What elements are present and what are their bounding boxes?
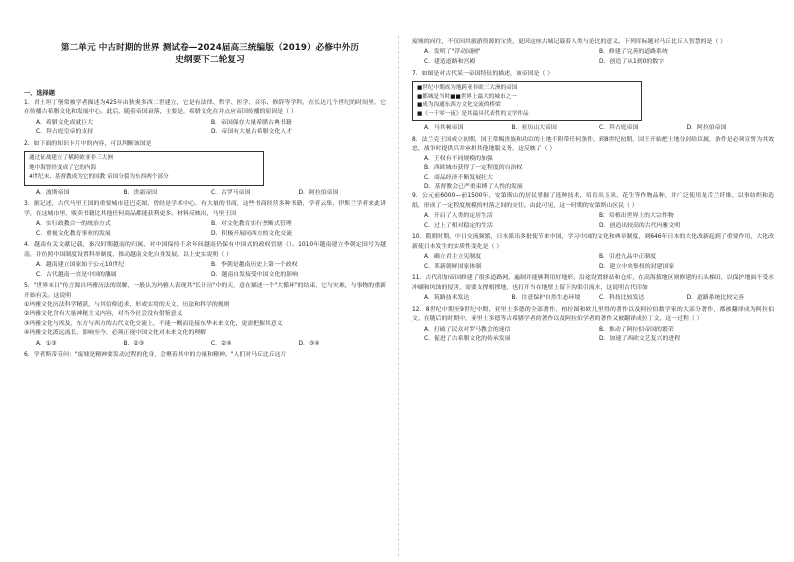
feature-line: ■都城是当时■■世界上最大的城市之一 (417, 93, 517, 100)
option[interactable]: B．②③ (123, 340, 144, 347)
question-4: 4．越南有关文献记载，秦汉时期越南的归属，对中国保持千余年间越南仍保有中国式的政权管辖（）。1010年越南建立李朝定国号为越南，并仿照中国制度设置科举制度，推动越南文化自身发展。以上史实说明（ ） (24, 242, 386, 258)
card-line: 4世纪末，基督教成为它的国教 帝国分裂为东西两个部分 (29, 174, 169, 181)
question-10-options (424, 253, 774, 272)
question-4-options (36, 261, 386, 280)
option[interactable]: C．科技比较发达 (599, 295, 645, 302)
question-5-options (36, 340, 386, 350)
question-6-options (424, 48, 774, 67)
question-1-options (36, 119, 386, 138)
feature-line: ■《一千零一夜》是其最具代表性的文学作品 (417, 110, 529, 117)
option[interactable]: C．②④ (211, 340, 232, 347)
card-line: 地中海曾经变成了它的内海 (29, 164, 97, 171)
right-column (412, 38, 774, 347)
option[interactable]: A．马其顿帝国 (424, 125, 464, 132)
option[interactable]: C．过上了相对稳定的生活 (424, 222, 493, 229)
question-7-options (424, 124, 774, 134)
card-line: 通过征战建立了横跨欧亚非三大洲 (29, 155, 113, 162)
question-6-continued: 废墟的向往，不仅因其旅游资源的宝贵，更因这座古城记载着人类与论比的意义。下列库标题对马丘比丘人智慧的是（ ） (412, 39, 727, 45)
option[interactable]: D．阿拉伯帝国 (298, 189, 339, 196)
option[interactable]: D．基督教会已严重束缚了人性的发展 (424, 184, 523, 190)
option[interactable]: A．王权有不同规模的加强 (424, 155, 493, 162)
question-1: 1．君士坦丁堡常被学者描述为425年由狄奥多西二世建立，它是有法律、哲学、医学、音乐、修辞等学科，在长达几个世纪的时间里，它在传播古希腊文化和发展中心。此后，随着帝国衰落，主要是，希腊文化在并点应帝国传播的原因是（ ） (24, 100, 386, 116)
option[interactable]: A．打破了民众对罗马教会的迷信 (424, 326, 511, 333)
option[interactable]: A．发明了"浮动园圃" (424, 49, 481, 56)
question-2-options (36, 189, 386, 199)
option[interactable]: D．帝国有大量古希腊文化人才 (211, 129, 293, 136)
question-8-options (424, 155, 774, 193)
option[interactable]: C．古罗马帝国 (211, 189, 251, 196)
option[interactable]: C．重视文化教育事业的发展 (36, 230, 111, 237)
option[interactable]: C．革新朝鲜国家体制 (424, 263, 482, 270)
question-12-options (424, 326, 774, 345)
option[interactable]: C．商品经济不断发展壮大 (424, 174, 493, 181)
option[interactable]: B．贵霜帝国 (123, 189, 157, 196)
option[interactable]: C．拜占庭皇帝的支持 (36, 129, 94, 136)
question-10: 10．隋朝时期，中日交流频繁，日本派出多批使节来中国，学习中国的文化和典章制度，到646年日本的大化改新起到了重要作用，大化改新使日本发生的实质性变化是（ ） (412, 234, 774, 250)
question-5: 5．"世界末日"传言源自玛雅历法的误解，一般认为玛雅人表现其"长计历"中的天，意在描述一个"大循环"的结束，它与灾难，与事物的重新开始有关。这说明 (24, 283, 386, 299)
option[interactable]: D．创造出较高的古代玛雅文明 (599, 222, 681, 229)
option[interactable]: C．建造道路和宫殿 (424, 59, 476, 65)
option[interactable]: C．促进了古希腊文化的传承发展 (424, 336, 511, 343)
option[interactable]: B．对文化教育实行垄断式管理 (211, 221, 292, 228)
option[interactable]: A．确立君主立宪制度 (424, 254, 482, 261)
option[interactable]: B．修建了完善的道路系统 (599, 49, 668, 56)
option[interactable]: D．道路系统比较完善 (686, 295, 745, 302)
option[interactable]: B．引进九品中正制度 (599, 254, 657, 261)
option[interactable]: A．实行政教合一的统治方式 (36, 221, 111, 228)
question-9: 9．公元前6000—前1500年，安第斯山的居民掌握了选种技术，培育出玉米、花生等作物品种，并广泛使用龙舌兰纤维、以事纺织和造纸，形成了一定程度规模的村落之间的交往。由此可见，这一时期的安第斯山区民（ ） (412, 193, 774, 209)
option[interactable]: B．推动了阿拉伯帝国的繁荣 (599, 326, 674, 333)
section-heading: 一、选择题 (24, 90, 55, 97)
statement: ②玛雅文化含有大量神秘主义内容，对当今社会没有借鉴意义 (24, 311, 183, 318)
option[interactable]: B．李朝是越南历史上第一个政权 (211, 262, 298, 269)
column-divider (398, 36, 399, 556)
question-7: 7．如图是对古代某一帝国特征的描述，该帝国是（ ） (412, 70, 554, 77)
option[interactable]: A．开启了人类的定居生活 (424, 213, 493, 220)
question-3-options (36, 220, 386, 239)
feature-line: ■成为沟通东西方文化交流的桥梁 (417, 102, 501, 109)
option[interactable]: D．阿拉伯帝国 (686, 125, 727, 132)
question-3: 3．据记述，古代马里王国的重要城市廷巴克图，曾经是学术中心，有大量的书商，这些书商经营多种书籍，学者云集，伊斯兰学者来此讲学，在这城市里，贩卖书籍比其他任何商品都能获利更多。材料反映出，马里王国 (24, 201, 386, 217)
question-5-statements (24, 301, 386, 339)
option[interactable]: B．西欧城市获得了一定程度的自治权 (424, 165, 523, 172)
option[interactable]: A．筑路技术发达 (424, 295, 470, 302)
option[interactable]: C．古代越南一直是中国的藩属 (36, 271, 117, 278)
option[interactable]: A．越南建立国家始于公元10世纪 (36, 262, 125, 269)
option[interactable]: C．拜占庭帝国 (599, 125, 639, 132)
statement: ①玛雅文化历法科学精湛，与其信仰追求，形成实用的天文、历法和科学的规则 (24, 302, 230, 309)
option[interactable]: A．希腊文化成就巨大 (36, 119, 94, 126)
left-column (24, 88, 386, 361)
option[interactable]: B．注意保护自然生态环境 (511, 295, 581, 302)
statement: ④玛雅文化派远流长，影响至今，必须正视中国文化对未来文化的理解 (24, 330, 206, 337)
option[interactable]: D．加速了西欧文艺复兴的进程 (599, 336, 681, 343)
question-8: 8．法兰克王国成立初期，国王常赐贵族和功臣的土地不附带任何条件。到8世纪初期，国王开始把土地分封给臣属，条件是必须宣誓为其效忠，战争时提供兵并承担其他地服义务，这反映了（ ） (412, 136, 774, 153)
question-11: 11．古代印加帝国修建了很多道路网，遍制并能够利用好地形，沿途设置驿站和仓库，在高海拔地区则修建的石头梯田，以保护地面不受水冲刷和风蚀的侵害，需要支撑相撑地，也打开当在地壁上留下沟渠引流水，这说明古代印加 (412, 275, 774, 291)
option[interactable]: D．积极开展同西方的文化交流 (211, 230, 293, 237)
question-12: 12．8世纪中期至9世纪中期，亚里士多德的全部著作、柏拉图和欧几里得的著作以及阿拉伯数学家的大部分著作，都被翻译成为阿拉伯文。在随后的时期中，亚里士多德等古希腊学者的著作以及阿拉伯学者的著作又被翻译成拉丁文，这一过程（ ） (412, 306, 774, 323)
empire-feature-box (412, 81, 642, 121)
option[interactable]: B．帝国保存大量希腊古典书籍 (211, 119, 292, 126)
question-2: 2．如下面的知识卡片中的内容，可以判断该国是 (24, 141, 152, 147)
option[interactable]: D．创造了从1到0的数字 (599, 59, 665, 65)
question-6: 6．学者斯蒂芬问："废墟是精神要发动过程的化身，会聚着其中的力量和精神。"人们对马丘比丘这片 (24, 352, 287, 359)
feature-line: ■世纪中期成为地跨亚非欧三大洲的帝国 (417, 85, 518, 91)
statement: ③玛雅文化与埃及、东方与西方的古代文化交流上，不能一概而论接东华未来文化，更需把握其意义 (24, 320, 283, 327)
option[interactable]: B．亚历山大帝国 (511, 125, 557, 132)
option[interactable]: A．①③ (36, 340, 57, 347)
knowledge-card (24, 151, 264, 185)
option[interactable]: D．建立中央集权的封建国家 (599, 263, 675, 270)
option[interactable]: B．培植出世界上的大宗作物 (599, 213, 674, 220)
page-title: 第二单元 中古时期的世界 测试卷—2024届高三统编版（2019）必修中外历史纲要下二轮复习 (60, 43, 360, 65)
question-9-options (424, 212, 774, 231)
option[interactable]: D．越南自发接受中国文化的影响 (211, 271, 299, 278)
question-11-options (424, 294, 774, 304)
option[interactable]: A．波斯帝国 (36, 189, 70, 196)
option[interactable]: D．③④ (298, 340, 320, 347)
